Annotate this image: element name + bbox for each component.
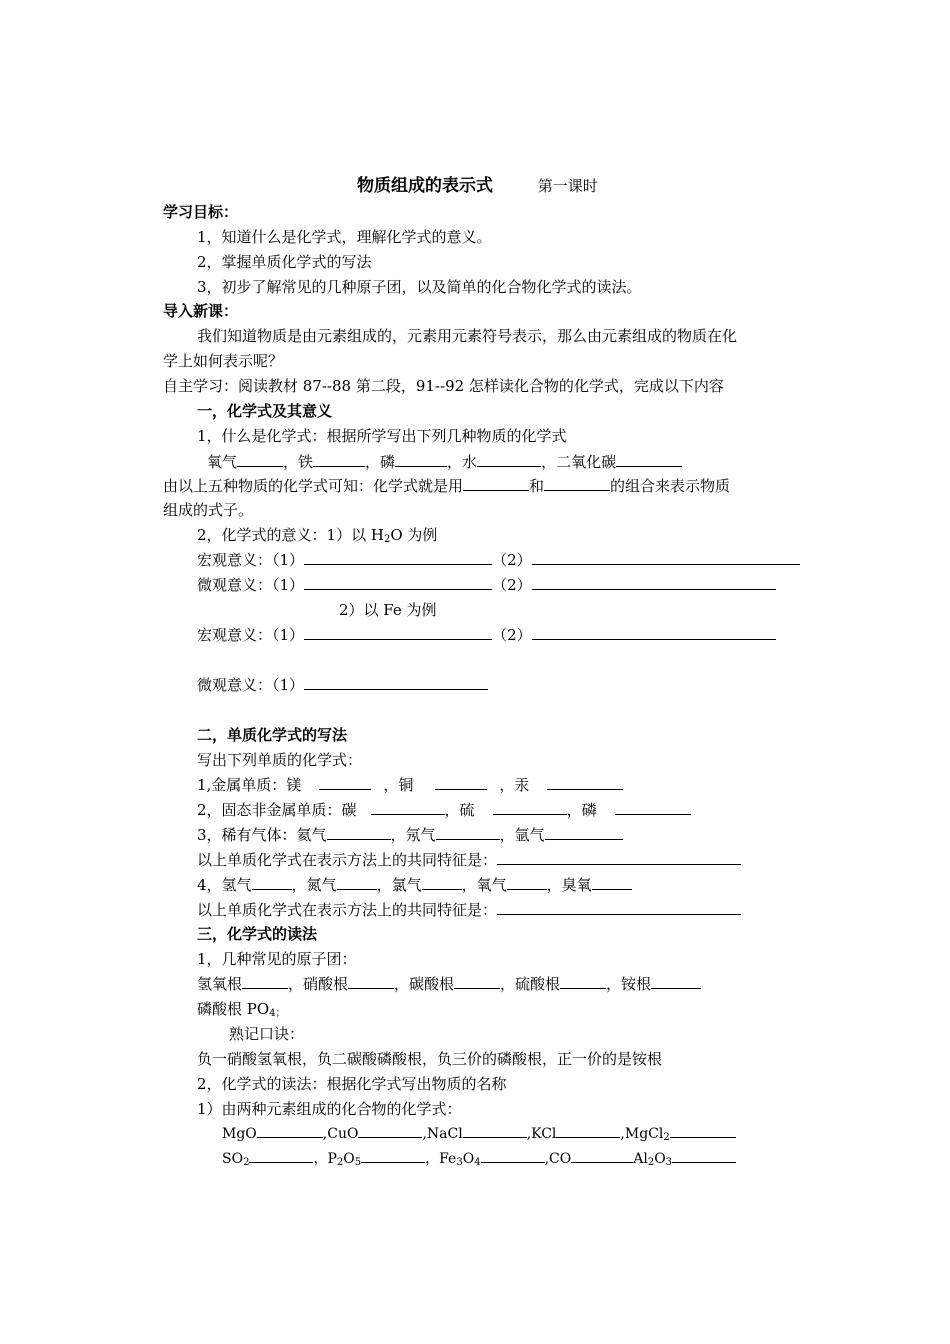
label-sulfate: ，硫酸根	[500, 975, 561, 993]
blank[interactable]	[257, 1123, 323, 1138]
section3-q2: 2，化学式的读法：根据化学式写出物质的名称	[197, 1075, 507, 1093]
micro-label: 微观意义：	[197, 576, 273, 594]
blank[interactable]	[463, 1123, 527, 1138]
formula-sub: 2	[243, 1157, 250, 1168]
section2-intro: 写出下列单质的化学式：	[197, 751, 363, 769]
blank[interactable]	[252, 875, 292, 890]
feature-row-2	[197, 899, 741, 921]
blank[interactable]	[544, 476, 610, 491]
label-iron: ，铁	[283, 453, 314, 471]
blank[interactable]	[237, 452, 283, 467]
intro-para-2: 学上如何表示呢？	[163, 352, 284, 370]
feature-row-1	[197, 849, 741, 871]
blank[interactable]	[532, 550, 800, 565]
label-sulfur: ，硫	[444, 801, 475, 819]
macro-label: 宏观意义：	[197, 551, 273, 569]
formula-mgcl2: ,MgCl	[620, 1126, 664, 1142]
blank[interactable]	[304, 675, 488, 690]
blank[interactable]	[616, 452, 682, 467]
self-study: 自主学习：阅读教材 87--88 第二段，91--92 怎样读化合物的化学式，完成以下内容	[163, 377, 724, 395]
blank[interactable]	[463, 476, 529, 491]
blank[interactable]	[592, 875, 632, 890]
blank[interactable]	[371, 800, 445, 815]
blank[interactable]	[337, 875, 377, 890]
label-hydrogen: 4，氢气	[197, 876, 252, 894]
title-main: 物质组成的表示式	[357, 176, 493, 196]
paren-1: （1）	[272, 626, 305, 644]
metal-row	[197, 774, 623, 796]
blank[interactable]	[672, 1148, 736, 1163]
formula-sub: 5	[354, 1157, 362, 1168]
gases-row	[197, 874, 632, 896]
blank[interactable]	[304, 625, 492, 640]
label-magnesium: 1,金属单质：镁	[197, 776, 302, 794]
phosphate-label: 磷酸根 PO	[197, 1000, 270, 1018]
objective-2: 2，掌握单质化学式的写法	[197, 253, 372, 271]
q2-text-a: 2，化学式的意义：1）以 H	[197, 526, 384, 544]
section3-heading: 三，化学式的读法	[197, 925, 318, 943]
label-neon: ，氖气	[390, 826, 436, 844]
title-sub: 第一课时	[537, 177, 598, 195]
blank[interactable]	[493, 800, 567, 815]
label-nitrogen: ，氮气	[291, 876, 337, 894]
micro-row-fe	[197, 674, 488, 696]
objectives-heading: 学习目标：	[163, 203, 239, 221]
blank[interactable]	[651, 974, 701, 989]
fe-example: 2）以 Fe 为例	[339, 601, 437, 619]
formula-fe3o4-o: O	[462, 1151, 475, 1167]
paren-2: （2）	[492, 576, 532, 594]
section2-heading: 二，单质化学式的写法	[197, 726, 348, 744]
formula-row-2	[222, 1148, 736, 1174]
blank[interactable]	[249, 1148, 313, 1163]
label-phosphorus: ，磷	[566, 801, 597, 819]
blank[interactable]	[304, 550, 492, 565]
blank[interactable]	[422, 875, 462, 890]
conclusion-line	[163, 475, 730, 497]
phosphate-row	[197, 998, 286, 1025]
label-oxygen: 氧气	[207, 453, 238, 471]
formula-al2o3-o: O	[654, 1151, 666, 1167]
section1-heading: 一，化学式及其意义	[197, 402, 333, 420]
formula-p2o5-o: O	[343, 1151, 355, 1167]
section1-q2	[197, 524, 437, 551]
phosphate-sub: 4；	[269, 1008, 286, 1019]
q2-text-b: O 为例	[390, 526, 438, 544]
macro-label: 宏观意义：	[197, 626, 273, 644]
mnemonic-title: 熟记口诀：	[229, 1025, 305, 1043]
conclusion-and: 和	[529, 477, 545, 495]
macro-row-fe	[197, 624, 776, 646]
blank[interactable]	[319, 775, 371, 790]
blank[interactable]	[556, 1123, 620, 1138]
intro-para-1: 我们知道物质是由元素组成的，元素用元素符号表示，那么由元素组成的物质在化	[197, 327, 738, 345]
blank[interactable]	[361, 1148, 425, 1163]
conclusion-text-a: 由以上五种物质的化学式可知：化学式就是用	[163, 477, 464, 495]
formula-sub: 3	[665, 1157, 673, 1168]
blank[interactable]	[497, 850, 741, 865]
paren-1: （1）	[272, 576, 305, 594]
blank[interactable]	[532, 575, 776, 590]
formula-p2o5: ，P	[313, 1151, 337, 1167]
blank[interactable]	[348, 974, 394, 989]
formula-fe3o4: ，Fe	[425, 1151, 457, 1167]
formula-sub: 4	[474, 1157, 481, 1168]
substances-row	[207, 451, 682, 473]
blank[interactable]	[242, 974, 288, 989]
blank[interactable]	[481, 1148, 545, 1163]
formula-kcl: ,KCl	[526, 1126, 557, 1142]
blank[interactable]	[358, 1123, 422, 1138]
objective-1: 1，知道什么是化学式，理解化学式的意义。	[197, 228, 492, 246]
blank[interactable]	[436, 825, 500, 840]
blank[interactable]	[435, 775, 487, 790]
formula-cuo: ,CuO	[322, 1126, 359, 1142]
formula-sub: 2	[663, 1132, 670, 1143]
blank[interactable]	[507, 875, 547, 890]
blank[interactable]	[670, 1123, 736, 1138]
feature-label: 以上单质化学式在表示方法上的共同特征是：	[197, 851, 498, 869]
label-co2: ，二氧化碳	[541, 453, 617, 471]
label-water: ，水	[447, 453, 478, 471]
formula-co: ,CO	[544, 1151, 572, 1167]
groups-row	[197, 973, 701, 995]
blank[interactable]	[547, 775, 623, 790]
formula-row-1	[222, 1123, 736, 1149]
blank[interactable]	[545, 825, 623, 840]
label-oxygen: ，氧气	[461, 876, 507, 894]
label-ammonium: ，铵根	[606, 975, 652, 993]
feature-label: 以上单质化学式在表示方法上的共同特征是：	[197, 901, 498, 919]
label-mercury: ，汞	[499, 776, 530, 794]
formula-mgo: MgO	[222, 1126, 257, 1142]
formula-sub: 2	[336, 1157, 344, 1168]
section3-q1: 1，几种常见的原子团：	[197, 950, 357, 968]
formula-al2o3: Al	[633, 1151, 648, 1167]
nonmetal-row	[197, 799, 691, 821]
page-title	[357, 175, 598, 197]
micro-label: 微观意义：	[197, 676, 273, 694]
blank[interactable]	[571, 1148, 633, 1163]
label-ozone: ，臭氧	[546, 876, 592, 894]
formula-sub: 3	[456, 1157, 463, 1168]
conclusion-text-b: 的组合来表示物质	[610, 477, 731, 495]
blank[interactable]	[532, 625, 776, 640]
q2-sub: 2	[383, 534, 391, 545]
section3-q2-1: 1）由两种元素组成的化合物的化学式：	[197, 1100, 462, 1118]
macro-row-h2o	[197, 549, 800, 571]
label-helium: 3，稀有气体：氦气	[197, 826, 327, 844]
paren-1: （1）	[272, 551, 305, 569]
label-carbon: 2，固态非金属单质：碳	[197, 801, 357, 819]
formula-sub: 2	[647, 1157, 655, 1168]
blank[interactable]	[327, 825, 391, 840]
formula-so2: SO	[222, 1151, 244, 1167]
mnemonic-text: 负一硝酸氢氧根，负二碳酸磷酸根，负三价的磷酸根，正一价的是铵根	[197, 1050, 663, 1068]
label-hydroxide: 氢氧根	[197, 975, 243, 993]
micro-row-h2o	[197, 574, 776, 596]
section1-q1: 1，什么是化学式：根据所学写出下列几种物质的化学式	[197, 427, 567, 445]
conclusion-line-2: 组成的式子。	[163, 501, 254, 519]
formula-nacl: ,NaCl	[422, 1126, 463, 1142]
blank[interactable]	[560, 974, 606, 989]
blank[interactable]	[395, 452, 447, 467]
blank[interactable]	[454, 974, 500, 989]
blank[interactable]	[477, 452, 541, 467]
paren-2: （2）	[492, 626, 532, 644]
blank[interactable]	[304, 575, 492, 590]
noble-row	[197, 824, 623, 846]
label-copper: ，铜	[383, 776, 414, 794]
paren-2: （2）	[492, 551, 532, 569]
label-carbonate: ，碳酸根	[394, 975, 455, 993]
blank[interactable]	[615, 800, 691, 815]
label-phosphorus: ，磷	[365, 453, 396, 471]
blank[interactable]	[497, 900, 741, 915]
label-argon: ，氩气	[499, 826, 545, 844]
label-nitrate: ，硝酸根	[288, 975, 349, 993]
intro-heading: 导入新课：	[163, 302, 239, 320]
paren-1: （1）	[272, 676, 305, 694]
objective-3: 3，初步了解常见的几种原子团，以及简单的化合物化学式的读法。	[197, 278, 642, 296]
label-chlorine: ，氯气	[376, 876, 422, 894]
blank[interactable]	[313, 452, 365, 467]
